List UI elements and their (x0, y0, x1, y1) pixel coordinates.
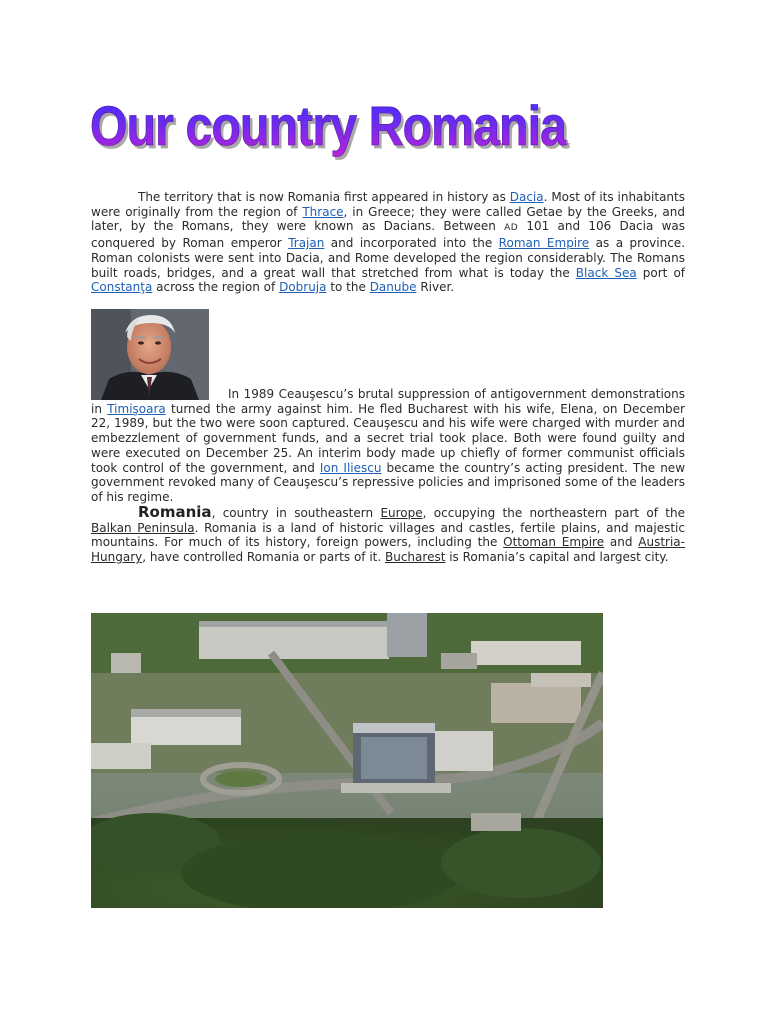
text: port of (636, 265, 686, 280)
link-dobruja[interactable]: Dobruja (279, 280, 327, 295)
link-ottoman-empire[interactable]: Ottoman Empire (503, 535, 605, 550)
romania-heading: Romania (138, 503, 212, 521)
link-trajan[interactable]: Trajan (288, 236, 325, 251)
text: The territory that is now Romania first appeared in history as (138, 190, 510, 204)
text: In 1989 Ceauşescu’s brutal suppression of antigovernment demonstrations in (91, 387, 685, 416)
text: 101 and 106 Dacia was conquered by Roman emperor (91, 219, 685, 251)
link-ion-iliescu[interactable]: Ion Iliescu (319, 460, 382, 475)
link-bucharest[interactable]: Bucharest (385, 550, 446, 565)
text: , in Greece; they were called Getae by the Greeks, and later, by the Romans, they were known as Dacians. Between (91, 204, 686, 234)
link-thrace[interactable]: Thrace (302, 204, 344, 219)
text: , have controlled Romania or parts of it. (142, 550, 385, 565)
era-abbreviation: AD (504, 223, 519, 234)
text: and incorporated into the (324, 236, 499, 251)
link-timisoara[interactable]: Timişoara (107, 401, 166, 416)
text: . Romania is a land of historic villages and castles, fertile plains, and majestic mountains. For much of its history, foreign powers, including the (91, 520, 685, 550)
text: River. (416, 280, 455, 295)
revolution-paragraph (91, 387, 685, 505)
text: turned the army against him. He fled Bucharest with his wife, Elena, on December 22, 1989, but the two were soon captured. Ceauşescu and his wife were charged with murder and embezzlement of government funds, and a secret trial took place. Both were found guilty and were executed on December 25. An interim body made up chiefly of former communist officials took control of the government, and (91, 401, 685, 475)
link-danube[interactable]: Danube (369, 280, 417, 295)
link-dacia[interactable]: Dacia (509, 190, 544, 204)
text: , country in southeastern (211, 506, 381, 520)
text: as a province. Roman colonists were sent into Dacia, and Rome developed the region considerably. The Romans built roads, bridges, and a great wall that stretched from what is today the (91, 236, 686, 280)
link-constanta[interactable]: Constanţa (91, 280, 153, 295)
link-austria-hungary[interactable]: Austria-Hungary (91, 535, 685, 565)
text: became the country’s acting president. The new government revoked many of Ceauşescu’s repressive policies and imprisoned some of the leaders of his regime. (91, 460, 686, 504)
text: and (604, 535, 639, 550)
link-balkan-peninsula[interactable]: Balkan Peninsula (91, 520, 195, 535)
link-europe[interactable]: Europe (380, 506, 423, 520)
text: across the region of (152, 280, 280, 295)
text: to the (326, 280, 370, 295)
link-black-sea[interactable]: Black Sea (575, 265, 637, 280)
bucharest-aerial-photo (91, 613, 603, 908)
history-paragraph (91, 190, 685, 295)
overview-paragraph (91, 505, 685, 565)
link-roman-empire[interactable]: Roman Empire (498, 236, 590, 251)
page-title: Our country Romania (90, 92, 566, 160)
text: , occupying the northeastern part of the (422, 506, 685, 520)
text: is Romania’s capital and largest city. (445, 550, 669, 565)
text: . Most of its inhabitants were originally from the region of (91, 190, 685, 219)
